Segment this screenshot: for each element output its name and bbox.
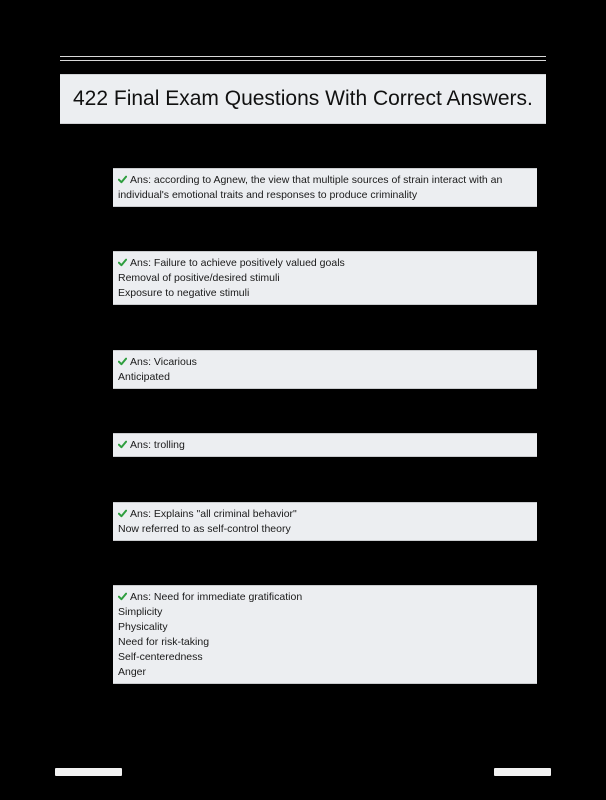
answer-text: Ans: Vicarious bbox=[130, 356, 197, 368]
checkmark-icon bbox=[118, 592, 127, 601]
answer-box-2 bbox=[113, 251, 537, 305]
answer-line: Removal of positive/desired stimuli bbox=[118, 272, 280, 284]
checkmark-icon bbox=[118, 440, 127, 449]
answer-line bbox=[118, 590, 532, 605]
answer-line: Now referred to as self-control theory bbox=[118, 523, 291, 535]
answer-line: Physicality bbox=[118, 621, 168, 633]
answer-box-6 bbox=[113, 585, 537, 684]
answer-box-4 bbox=[113, 433, 537, 457]
page-title: 422 Final Exam Questions With Correct Answers. bbox=[73, 87, 533, 110]
checkmark-icon bbox=[118, 175, 127, 184]
answer-text: Ans: Explains "all criminal behavior" bbox=[130, 508, 297, 520]
answer-line: Self-centeredness bbox=[118, 651, 203, 663]
answer-text: Ans: according to Agnew, the view that multiple sources of strain interact with an individual's emotional traits and responses to produce criminality bbox=[118, 174, 503, 201]
answer-box-5 bbox=[113, 502, 537, 541]
answer-text: Ans: trolling bbox=[130, 439, 185, 451]
title-banner bbox=[60, 74, 546, 124]
checkmark-icon bbox=[118, 258, 127, 267]
answer-box-1 bbox=[113, 168, 537, 207]
answer-line: Anger bbox=[118, 666, 147, 678]
answer-line: Exposure to negative stimuli bbox=[118, 287, 250, 299]
checkmark-icon bbox=[118, 357, 127, 366]
answer-line: Need for risk-taking bbox=[118, 636, 210, 648]
answer-line: Simplicity bbox=[118, 606, 163, 618]
answer-line bbox=[118, 355, 532, 370]
checkmark-icon bbox=[118, 509, 127, 518]
answer-line: Anticipated bbox=[118, 371, 170, 383]
answer-box-3 bbox=[113, 350, 537, 389]
answer-text: Ans: Need for immediate gratification bbox=[130, 591, 303, 603]
top-rule bbox=[60, 56, 546, 61]
answer-text: Ans: Failure to achieve positively valued goals bbox=[130, 257, 345, 269]
answer-line bbox=[118, 256, 532, 271]
answer-line bbox=[118, 173, 532, 203]
footer-left-redacted bbox=[55, 768, 122, 776]
answer-line bbox=[118, 507, 532, 522]
answer-line bbox=[118, 438, 532, 453]
footer-right-redacted bbox=[494, 768, 551, 776]
